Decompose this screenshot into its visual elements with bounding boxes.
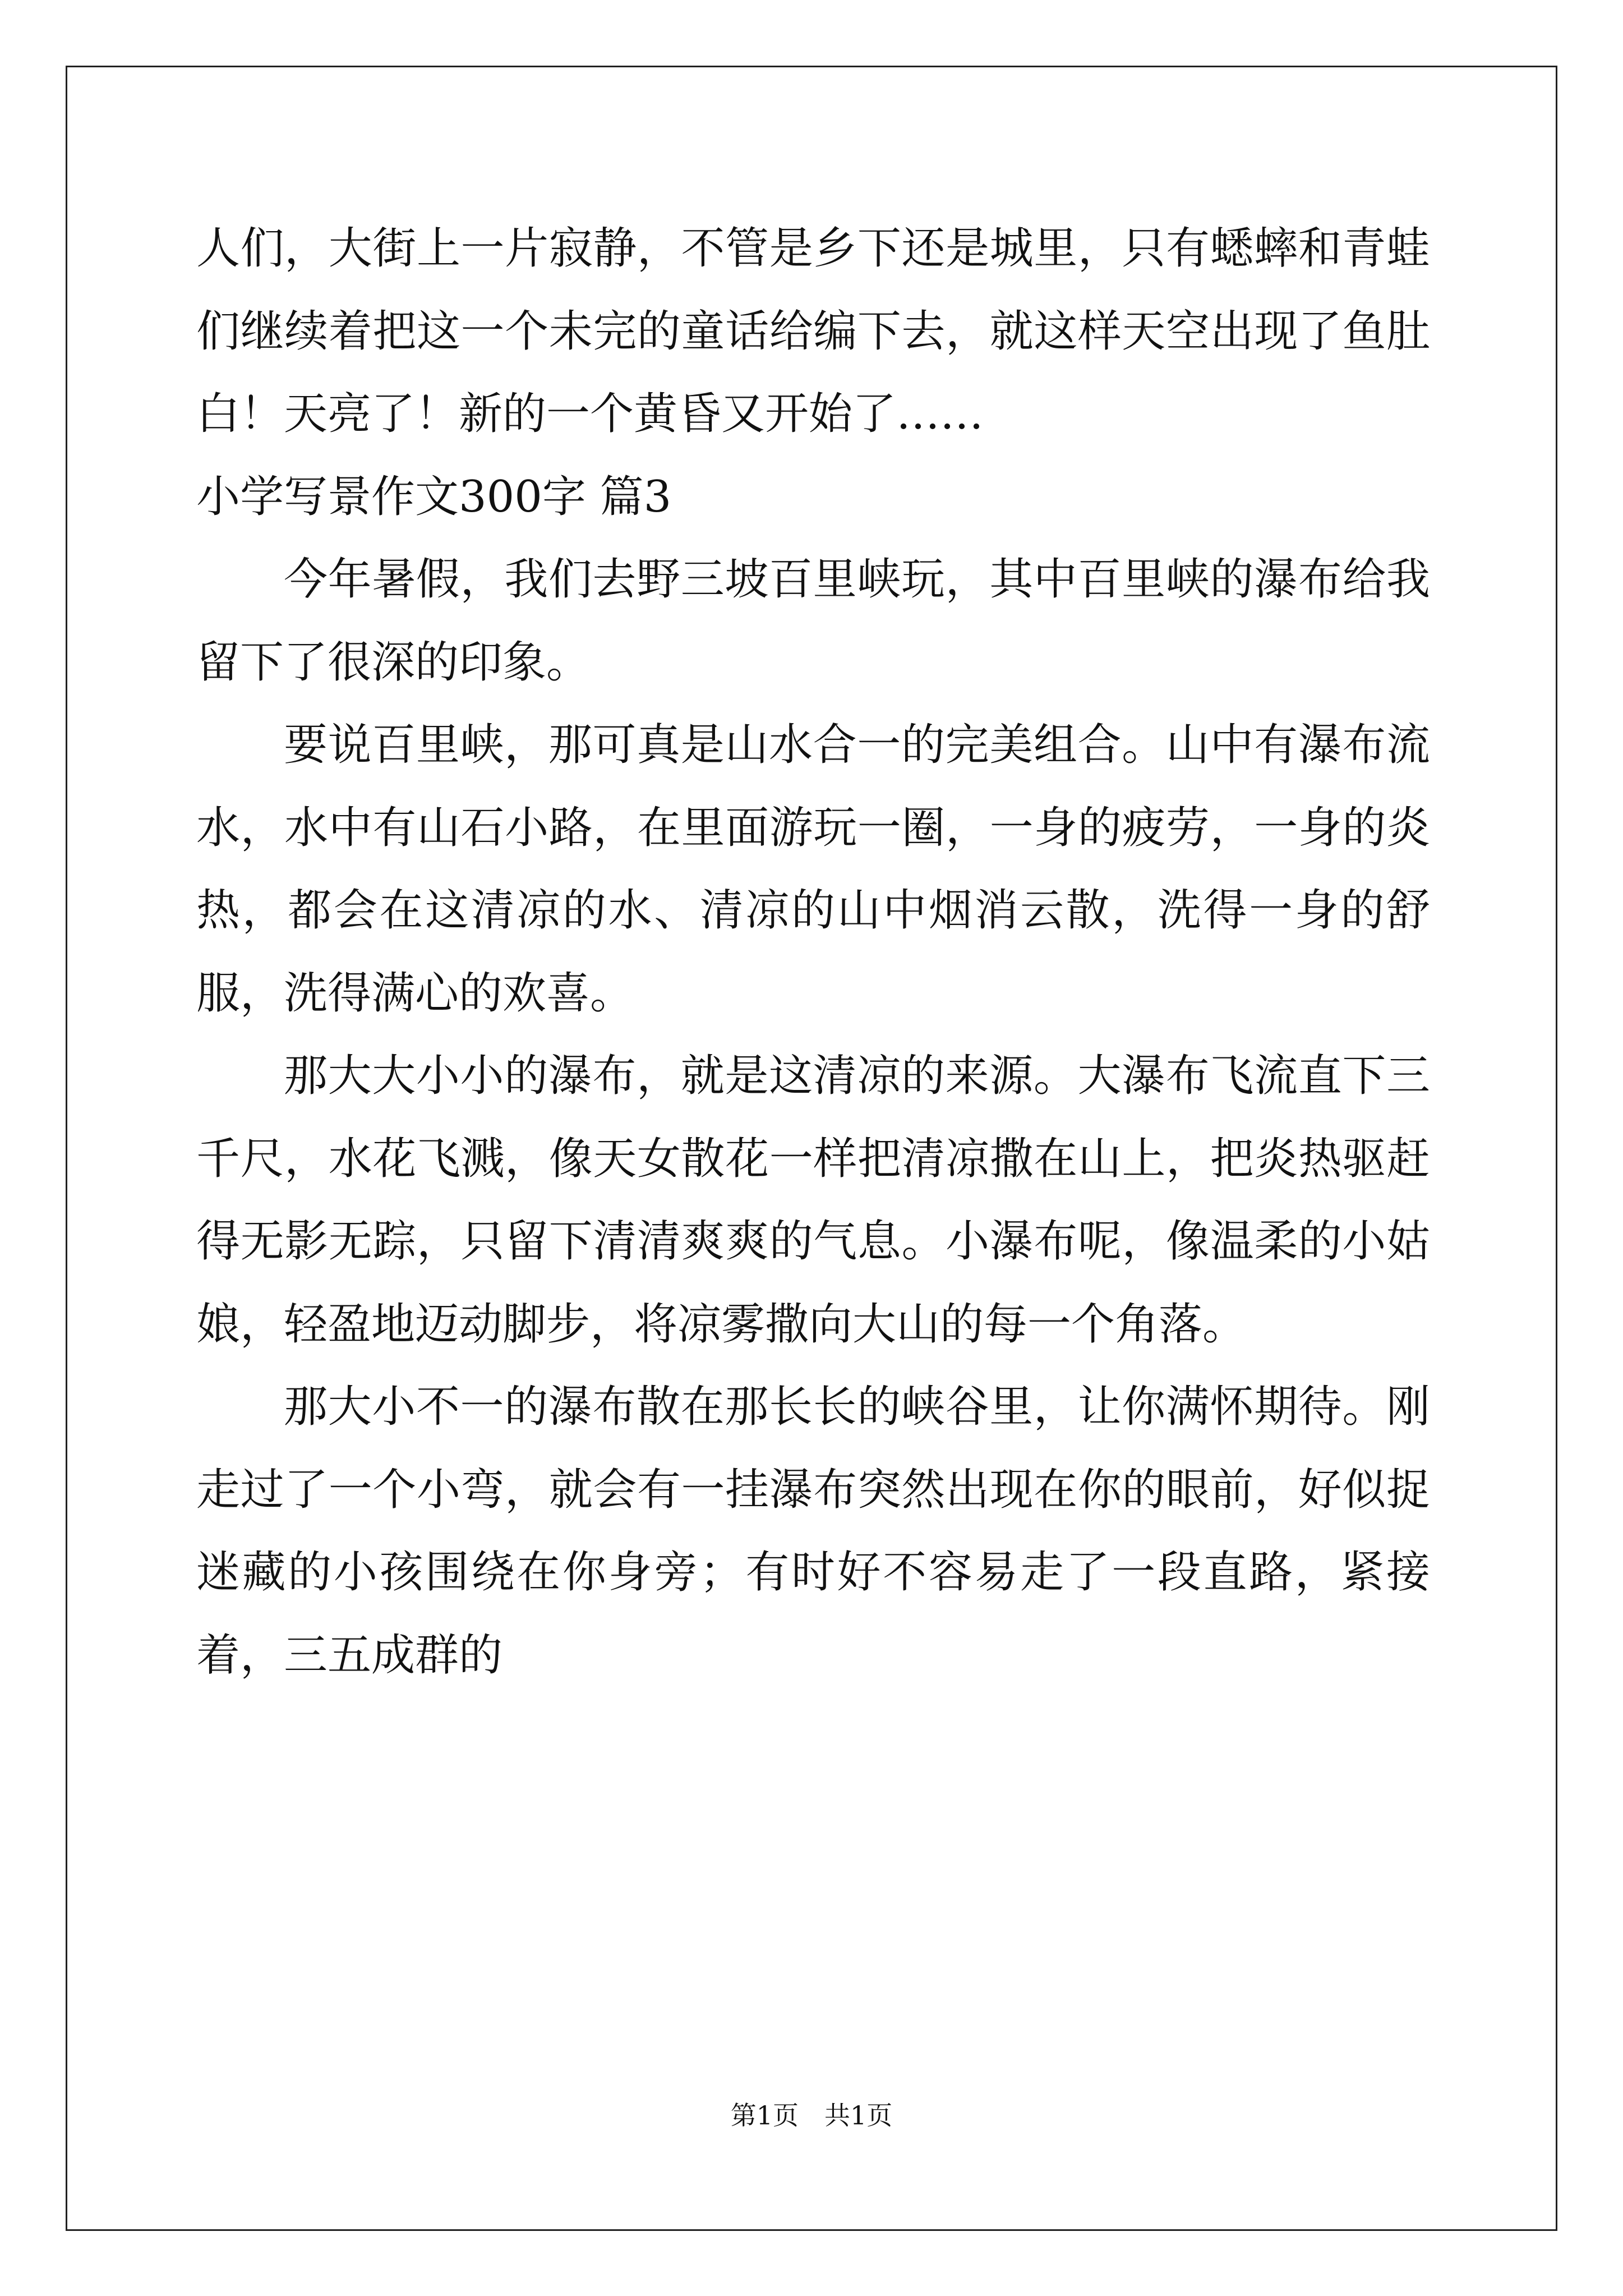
paragraph: 那大大小小的瀑布，就是这清凉的来源。大瀑布飞流直下三千尺，水花飞溅，像天女散花一样把清凉撒在山上，把炎热驱赶得无影无踪，只留下清清爽爽的气息。小瀑布呢，像温柔的小姑娘，轻盈地迈动脚步，将凉雾撒向大山的每一个角落。 — [196, 1051, 1430, 1350]
paragraph: 人们，大街上一片寂静，不管是乡下还是城里，只有蟋蟀和青蛙们继续着把这一个未完的童话给编下去，就这样天空出现了鱼肚白！天亮了！新的一个黄昏又开始了…… — [196, 223, 1430, 439]
paragraph: 那大小不一的瀑布散在那长长的峡谷里，让你满怀期待。刚走过了一个小弯，就会有一挂瀑布突然出现在你的眼前，好似捉迷藏的小孩围绕在你身旁；有时好不容易走了一段直路，紧接着，三五成群的 — [196, 1382, 1430, 1681]
page-number-footer: 第1页 共1页 — [730, 2100, 893, 2131]
paragraph: 今年暑假，我们去野三坡百里峡玩，其中百里峡的瀑布给我留下了很深的印象。 — [196, 554, 1430, 688]
paragraph: 要说百里峡，那可真是山水合一的完美组合。山中有瀑布流水，水中有山石小路，在里面游玩一圈，一身的疲劳，一身的炎热，都会在这清凉的水、清凉的山中烟消云散，洗得一身的舒服，洗得满心的欢喜。 — [196, 720, 1430, 1019]
document-body — [196, 208, 1430, 1697]
section-heading: 小学写景作文300字 篇3 — [196, 471, 672, 522]
